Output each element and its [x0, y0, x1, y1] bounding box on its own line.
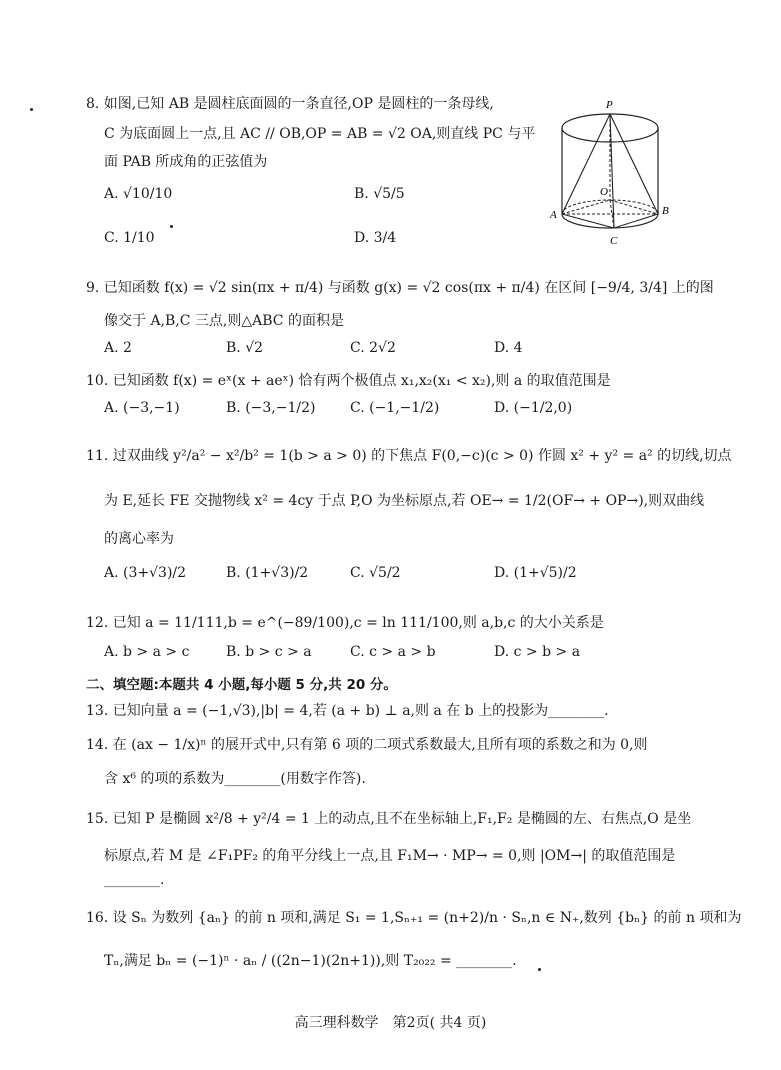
q10-line1: 10. 已知函数 f(x) = eˣ(x + aeˣ) 恰有两个极值点 x₁,x₂(x₁ < x₂),则 a 的取值范围是: [86, 373, 611, 389]
q11-option-a: A. (3+√3)/2: [104, 565, 187, 581]
q11-line2: 为 E,延长 FE 交抛物线 x² = 4cy 于点 P,O 为坐标原点,若 OE→ = 1/2(OF→ + OP→),则双曲线: [104, 493, 705, 509]
q8-line2: C 为底面圆上一点,且 AC // OB,OP = AB = √2 OA,则直线 PC 与平: [104, 126, 536, 142]
q13-line1: 13. 已知向量 a = (−1,√3),|b| = 4,若 (a + b) ⊥ a,则 a 在 b 上的投影为________.: [86, 703, 609, 719]
q11-line1: 11. 过双曲线 y²/a² − x²/b² = 1(b > a > 0) 的下焦点 F(0,−c)(c > 0) 作圆 x² + y² = a² 的切线,切点: [86, 448, 732, 464]
q10-option-b: B. (−3,−1/2): [226, 400, 316, 416]
q9-options: [104, 340, 674, 364]
q8-option-a: A. √10/10: [104, 186, 173, 202]
bottom-ellipse-front: [562, 214, 658, 228]
q14-line2: 含 x⁶ 的项的系数为________(用数字作答).: [104, 771, 366, 787]
q8-option-c: C. 1/10: [104, 230, 155, 246]
q8-options-row2: [104, 230, 524, 254]
q11-option-c: C. √5/2: [350, 565, 401, 581]
q16-line2: Tₙ,满足 bₙ = (−1)ⁿ · aₙ / ((2n−1)(2n+1)),则 T₂₀₂₂ = ________.: [104, 953, 517, 969]
q9-option-a: A. 2: [104, 340, 132, 356]
q11-option-d: D. (1+√5)/2: [494, 565, 577, 581]
q10-options: [104, 400, 674, 424]
q8-line3: 面 PAB 所成角的正弦值为: [104, 154, 268, 170]
label-a: A: [550, 209, 557, 221]
label-o: O: [600, 186, 608, 198]
q11-line3: 的离心率为: [104, 531, 174, 547]
q9-line2: 像交于 A,B,C 三点,则△ABC 的面积是: [104, 313, 344, 329]
q12-option-a: A. b > a > c: [104, 644, 190, 660]
q15-line2: 标原点,若 M 是 ∠F₁PF₂ 的角平分线上一点,且 F₁M→ · MP→ = 0,则 |OM→| 的取值范围是: [104, 848, 676, 864]
q12-options: [104, 644, 674, 668]
label-p: P: [606, 99, 613, 111]
q12-option-c: C. c > a > b: [350, 644, 436, 660]
label-c: C: [610, 235, 618, 247]
section-fill-in-header: 二、填空题:本题共 4 小题,每小题 5 分,共 20 分。: [86, 677, 397, 693]
q9-option-b: B. √2: [226, 340, 264, 356]
q8-options: [104, 186, 524, 210]
q10-option-c: C. (−1,−1/2): [350, 400, 440, 416]
page-footer: 高三理科数学 第2页( 共4 页): [294, 1015, 487, 1031]
q10-option-a: A. (−3,−1): [104, 400, 180, 416]
q8-line1: 8. 如图,已知 AB 是圆柱底面圆的一条直径,OP 是圆柱的一条母线,: [86, 96, 494, 112]
q12-option-b: B. b > c > a: [226, 644, 312, 660]
q8-option-d: D. 3/4: [354, 230, 397, 246]
q15-line1: 15. 已知 P 是椭圆 x²/8 + y²/4 = 1 上的动点,且不在坐标轴上,F₁,F₂ 是椭圆的左、右焦点,O 是坐: [86, 811, 692, 827]
q9-option-d: D. 4: [494, 340, 523, 356]
label-b: B: [662, 205, 669, 217]
q9-option-c: C. 2√2: [350, 340, 396, 356]
q8-option-b: B. √5/5: [354, 186, 405, 202]
q10-option-d: D. (−1/2,0): [494, 400, 573, 416]
q16-line1: 16. 设 Sₙ 为数列 {aₙ} 的前 n 项和,满足 S₁ = 1,Sₙ₊₁ = (n+2)/n · Sₙ,n ∈ N₊,数列 {bₙ} 的前 n 项和为: [86, 910, 742, 926]
q15-line3: ________.: [104, 872, 165, 888]
segment-pb: [610, 114, 658, 214]
scan-speck: [538, 968, 541, 971]
q12-option-d: D. c > b > a: [494, 644, 581, 660]
q11-options: [104, 565, 674, 589]
scan-speck: [30, 108, 33, 111]
q14-line1: 14. 在 (ax − 1/x)ⁿ 的展开式中,只有第 6 项的二项式系数最大,且所有项的系数之和为 0,则: [86, 737, 648, 753]
scan-speck: [170, 225, 173, 228]
q11-option-b: B. (1+√3)/2: [226, 565, 309, 581]
cylinder-figure: [548, 92, 678, 262]
q9-line1: 9. 已知函数 f(x) = √2 sin(πx + π/4) 与函数 g(x) = √2 cos(πx + π/4) 在区间 [−9/4, 3/4] 上的图: [86, 280, 714, 296]
segment-pa: [562, 114, 610, 214]
q12-line1: 12. 已知 a = 11/111,b = e^(−89/100),c = ln 111/100,则 a,b,c 的大小关系是: [86, 615, 604, 631]
